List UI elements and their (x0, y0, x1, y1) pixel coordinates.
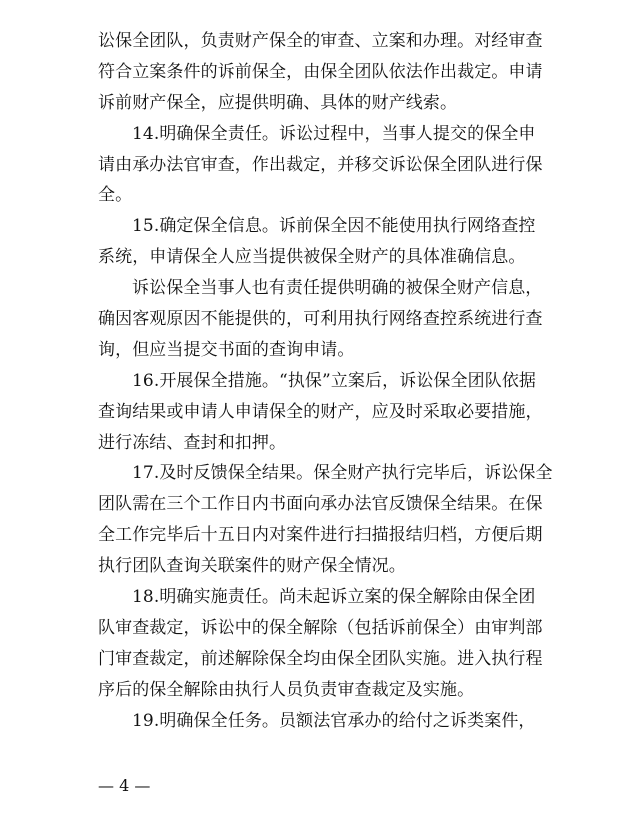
text-line: 询，但应当提交书面的查询申请。 (98, 339, 355, 360)
text-line: 查询结果或申请人申请保全的财产，应及时采取必要措施， (98, 401, 543, 422)
paragraph-19-heading: 19.明确保全任务。员额法官承办的给付之诉类案件， (132, 710, 536, 731)
text-line: 序后的保全解除由执行人员负责审查裁定及实施。 (98, 679, 475, 700)
paragraph-18-heading: 18.明确实施责任。尚未起诉立案的保全解除由保全团 (132, 587, 536, 608)
text-line: 讼保全团队，负责财产保全的审查、立案和办理。对经审查 (98, 31, 543, 51)
paragraph-14-heading: 14.明确保全责任。诉讼过程中，当事人提交的保全申 (132, 123, 536, 144)
paragraph-15-heading: 15.确定保全信息。诉前保全因不能使用执行网络查控 (132, 216, 536, 237)
text-line: 进行冻结、查封和扣押。 (98, 432, 287, 453)
body-text (98, 26, 553, 736)
text-line: 确因客观原因不能提供的，可利用执行网络查控系统进行查 (98, 309, 543, 330)
text-line: 诉前财产保全，应提供明确、具体的财产线索。 (98, 92, 458, 113)
text-line: 请由承办法官审查，作出裁定，并移交诉讼保全团队进行保 (98, 154, 543, 175)
text-line: 队审查裁定，诉讼中的保全解除（包括诉前保全）由审判部 (98, 617, 543, 638)
text-line: 全。 (98, 185, 133, 206)
paragraph-start: 诉讼保全当事人也有责任提供明确的被保全财产信息， (132, 278, 543, 299)
text-line: 全工作完毕后十五日内对案件进行扫描报结归档，方便后期 (98, 525, 543, 546)
text-line: 系统，申请保全人应当提供被保全财产的具体准确信息。 (98, 247, 526, 268)
page-number: — 4 — (98, 776, 151, 795)
text-line: 符合立案条件的诉前保全，由保全团队依法作出裁定。申请 (98, 61, 543, 82)
text-line: 门审查裁定，前述解除保全均由保全团队实施。进入执行程 (98, 648, 543, 669)
text-line: 团队需在三个工作日内书面向承办法官反馈保全结果。在保 (98, 494, 543, 515)
paragraph-17-heading: 17.及时反馈保全结果。保全财产执行完毕后，诉讼保全 (132, 463, 553, 484)
paragraph-16-heading: 16.开展保全措施。“执保”立案后，诉讼保全团队依据 (132, 370, 537, 391)
text-line: 执行团队查询关联案件的财产保全情况。 (98, 556, 406, 577)
